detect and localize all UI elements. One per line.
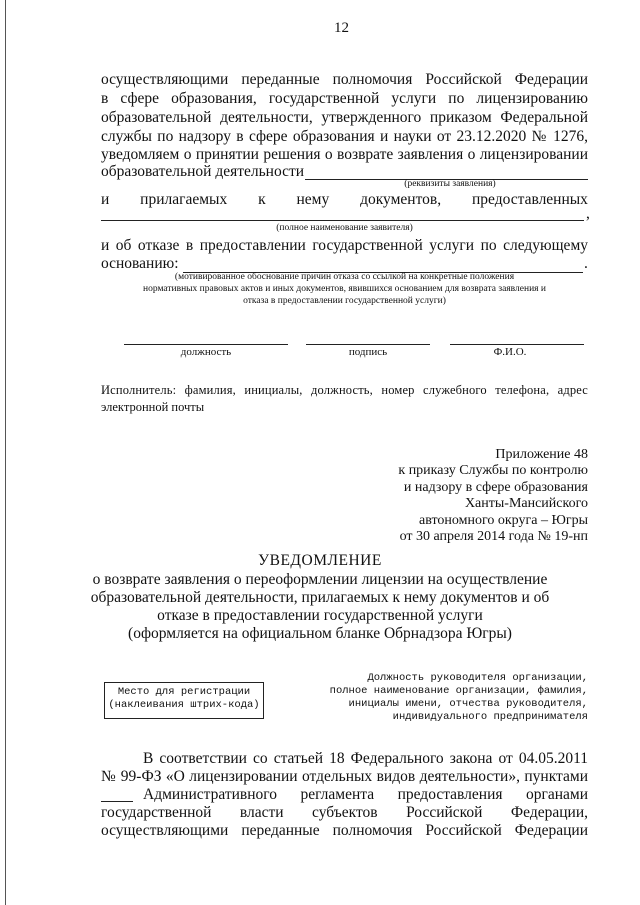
paragraph-line: в сфере образования, государственной услуги по лицензированию (101, 90, 588, 107)
fill-line (101, 801, 133, 802)
paragraph-line: образовательной деятельности, утвержденного приказом Федеральной (101, 109, 588, 126)
caption-requisites: (реквизиты заявления) (404, 179, 496, 189)
caption-line: нормативных правовых актов и иных документов, явившихся основанием для возврата заявления и (143, 284, 546, 294)
words-line (101, 191, 588, 209)
notice-subtitle (60, 571, 580, 643)
registration-line: Место для регистрации (117, 686, 251, 698)
paragraph-line: В соответствии со статьей 18 Федерального закона от 04.05.2011 (143, 750, 588, 767)
caption-line: (мотивированное обоснование причин отказа со ссылкой на конкретные положения (174, 272, 515, 282)
notice-title: УВЕДОМЛЕНИЕ (258, 552, 382, 569)
executor-line: электронной почты (101, 400, 205, 414)
signature-sign-label: подпись (348, 346, 388, 358)
caption-line: отказа в предоставлении государственной услуги) (243, 296, 446, 306)
subtitle-line: отказе в предоставлении государственной услуги (157, 607, 483, 624)
word: документов, (360, 191, 442, 208)
word: и (101, 191, 110, 208)
fill-line (101, 220, 584, 221)
addressee-line: инициалы имени, отчества руководителя, (348, 698, 588, 710)
page-number: 12 (334, 20, 349, 36)
line-end-dot: . (584, 255, 588, 272)
executor-line: Исполнитель: фамилия, инициалы, должность, номер служебного телефона, адрес (101, 383, 588, 397)
word: прилагаемых (140, 191, 228, 208)
word: предоставленных (471, 191, 588, 208)
paragraph-line: образовательной деятельности (101, 163, 305, 180)
caption-reason (101, 271, 588, 307)
signature-name-label: Ф.И.О. (493, 346, 527, 358)
paragraph-line: и об отказе в предоставлении государственной услуги по следующему (101, 237, 588, 254)
appendix-block (398, 447, 588, 545)
subtitle-line: образовательной деятельности, прилагаемых к нему документов и об (90, 589, 550, 606)
addressee-line: индивидуального предпринимателя (392, 711, 588, 723)
line-end-comma: , (586, 205, 590, 222)
paragraph-line: осуществляющими переданные полномочия Российской Федерации (101, 71, 588, 88)
paragraph-line: основанию: (101, 255, 179, 272)
appendix-line: Приложение 48 (495, 447, 588, 462)
registration-box (104, 682, 264, 719)
paragraph-line: уведомляем о принятии решения о возврате заявления о лицензировании (101, 146, 588, 163)
paragraph-line: Административного регламента предоставления органами (143, 786, 588, 803)
addressee-line: полное наименование организации, фамилия, (329, 685, 588, 697)
appendix-line: к приказу Службы по контролю (398, 463, 588, 479)
registration-line: (наклеивания штрих-кода) (108, 699, 260, 711)
caption-applicant: (полное наименование заявителя) (276, 223, 413, 233)
signature-position-label: должность (180, 346, 232, 358)
paragraph-line: № 99-ФЗ «О лицензировании отдельных видов деятельности», пунктами (101, 768, 588, 785)
addressee-block (330, 672, 588, 724)
paragraph-line: службы по надзору в сфере образования и науки от 23.12.2020 № 1276, (101, 128, 588, 145)
appendix-line: Ханты-Мансийского (464, 496, 588, 512)
appendix-line: от 30 апреля 2014 года № 19-нп (399, 529, 588, 545)
signature-position-line (124, 344, 288, 345)
word: к (258, 191, 266, 208)
scan-edge (5, 0, 6, 905)
paragraph-line: государственной власти субъектов Российской Федерации, (101, 804, 588, 821)
subtitle-line: о возврате заявления о переоформлении лицензии на осуществление (92, 571, 548, 588)
subtitle-line: (оформляется на официальном бланке Обрнадзора Югры) (128, 625, 512, 642)
paragraph-line: осуществляющими переданные полномочия Российской Федерации (101, 822, 588, 839)
appendix-line: автономного округа – Югры (419, 512, 588, 528)
appendix-line: и надзору в сфере образования (403, 479, 588, 495)
word: нему (296, 191, 330, 208)
addressee-line: Должность руководителя организации, (367, 672, 588, 684)
signature-sign-line (306, 344, 430, 345)
signature-name-line (450, 344, 584, 345)
